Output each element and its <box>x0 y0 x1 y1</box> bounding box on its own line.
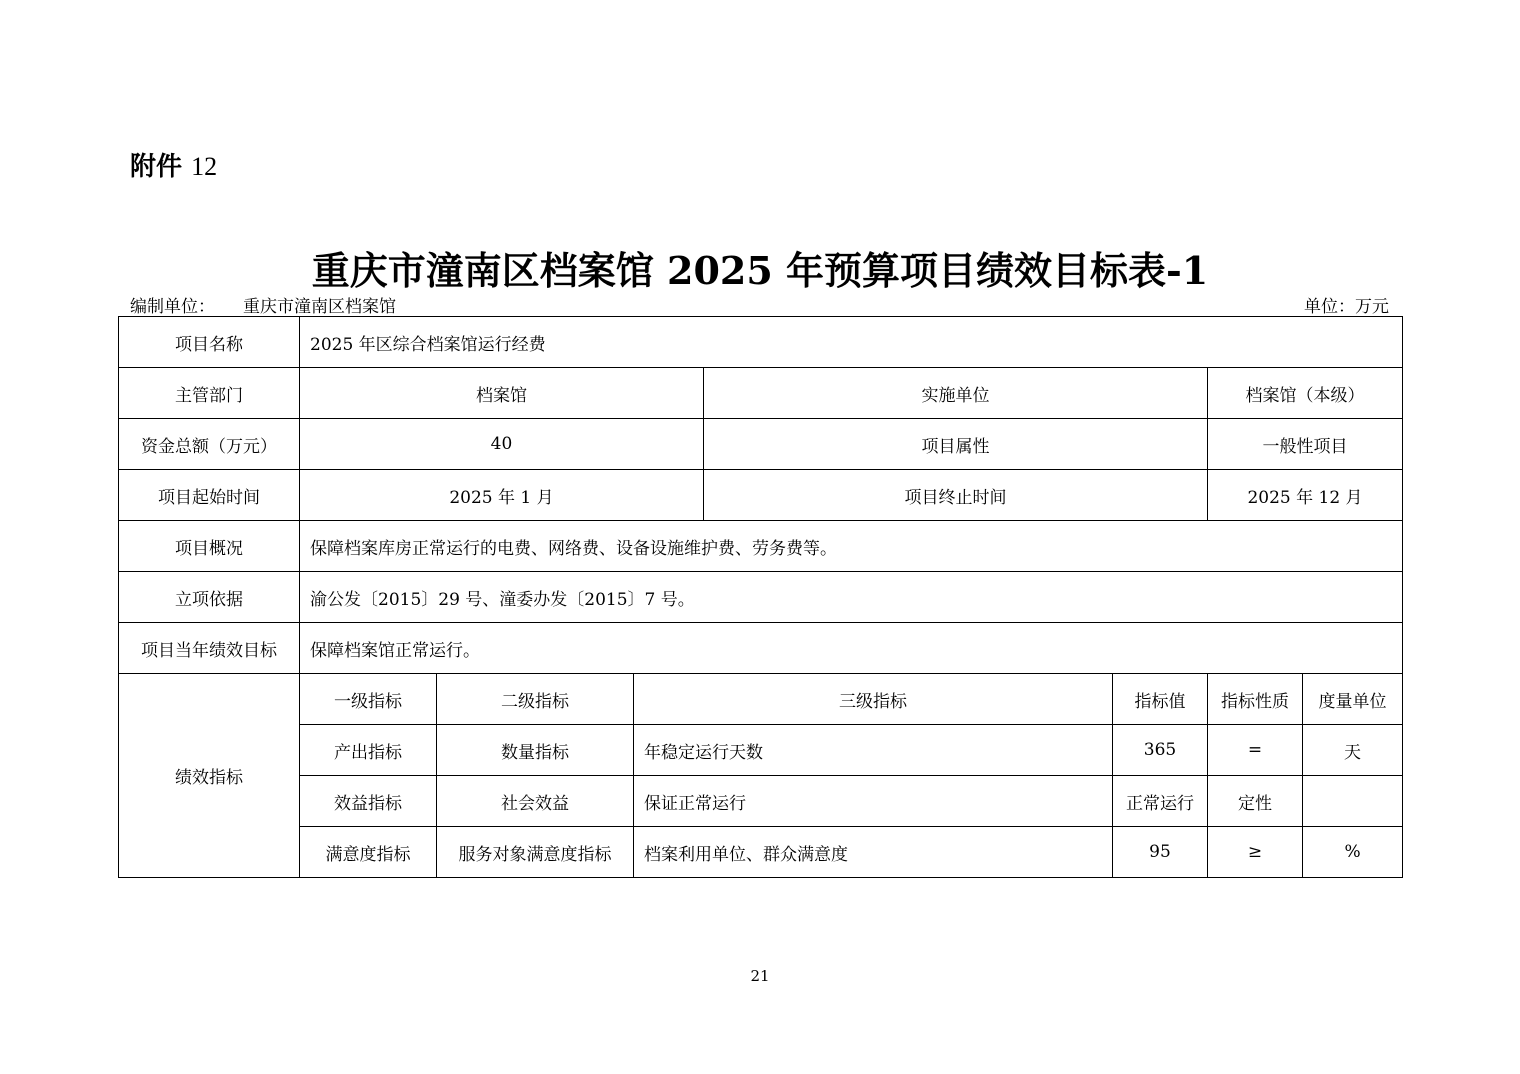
value-project-name: 2025 年区综合档案馆运行经费 <box>300 317 1403 368</box>
cell-value: 365 <box>1113 725 1208 776</box>
row-overview <box>119 521 1403 572</box>
performance-table <box>118 316 1403 878</box>
header-level2: 二级指标 <box>437 674 634 725</box>
label-goal: 项目当年绩效目标 <box>119 623 300 674</box>
value-implementer: 档案馆（本级） <box>1208 368 1403 419</box>
cell-nature: 定性 <box>1208 776 1303 827</box>
cell-level1: 满意度指标 <box>300 827 437 878</box>
attachment-number: 12 <box>191 152 218 181</box>
cell-value: 正常运行 <box>1113 776 1208 827</box>
header-level3: 三级指标 <box>634 674 1113 725</box>
row-project-name <box>119 317 1403 368</box>
cell-unit: 天 <box>1303 725 1403 776</box>
page-title: 重庆市潼南区档案馆 2025 年预算项目绩效目标表-1 <box>311 248 1209 293</box>
value-basis: 渝公发〔2015〕29 号、潼委办发〔2015〕7 号。 <box>300 572 1403 623</box>
label-project-name: 项目名称 <box>119 317 300 368</box>
header-nature: 指标性质 <box>1208 674 1303 725</box>
indicator-row <box>119 776 1403 827</box>
row-period <box>119 470 1403 521</box>
row-goal <box>119 623 1403 674</box>
value-start: 2025 年 1 月 <box>300 470 704 521</box>
cell-value: 95 <box>1113 827 1208 878</box>
label-attribute: 项目属性 <box>704 419 1208 470</box>
value-overview: 保障档案库房正常运行的电费、网络费、设备设施维护费、劳务费等。 <box>300 521 1403 572</box>
label-department: 主管部门 <box>119 368 300 419</box>
value-goal: 保障档案馆正常运行。 <box>300 623 1403 674</box>
cell-level1: 效益指标 <box>300 776 437 827</box>
cell-level3: 保证正常运行 <box>634 776 1113 827</box>
cell-unit <box>1303 776 1403 827</box>
currency-unit: 单位：万元 <box>1304 297 1389 317</box>
label-basis: 立项依据 <box>119 572 300 623</box>
label-funds: 资金总额（万元） <box>119 419 300 470</box>
cell-level2: 社会效益 <box>437 776 634 827</box>
indicator-row <box>119 827 1403 878</box>
label-start: 项目起始时间 <box>119 470 300 521</box>
value-end: 2025 年 12 月 <box>1208 470 1403 521</box>
row-basis <box>119 572 1403 623</box>
value-funds: 40 <box>300 419 704 470</box>
cell-nature: = <box>1208 725 1303 776</box>
header-unit: 度量单位 <box>1303 674 1403 725</box>
cell-unit: % <box>1303 827 1403 878</box>
compiler-name: 重庆市潼南区档案馆 <box>243 297 396 317</box>
cell-level1: 产出指标 <box>300 725 437 776</box>
indicator-row <box>119 725 1403 776</box>
cell-level2: 数量指标 <box>437 725 634 776</box>
cell-level3: 档案利用单位、群众满意度 <box>634 827 1113 878</box>
cell-level2: 服务对象满意度指标 <box>437 827 634 878</box>
label-indicators: 绩效指标 <box>119 674 300 878</box>
compiler-info <box>130 292 396 317</box>
row-department <box>119 368 1403 419</box>
page-number: 21 <box>750 967 770 985</box>
attachment-label <box>130 146 217 183</box>
label-implementer: 实施单位 <box>704 368 1208 419</box>
cell-level3: 年稳定运行天数 <box>634 725 1113 776</box>
header-value: 指标值 <box>1113 674 1208 725</box>
header-level1: 一级指标 <box>300 674 437 725</box>
cell-nature: ≥ <box>1208 827 1303 878</box>
value-attribute: 一般性项目 <box>1208 419 1403 470</box>
compiler-label: 编制单位： <box>130 297 215 317</box>
value-department: 档案馆 <box>300 368 704 419</box>
label-end: 项目终止时间 <box>704 470 1208 521</box>
label-overview: 项目概况 <box>119 521 300 572</box>
row-funds <box>119 419 1403 470</box>
attachment-text: 附件 <box>130 152 183 182</box>
indicator-header-row <box>119 674 1403 725</box>
